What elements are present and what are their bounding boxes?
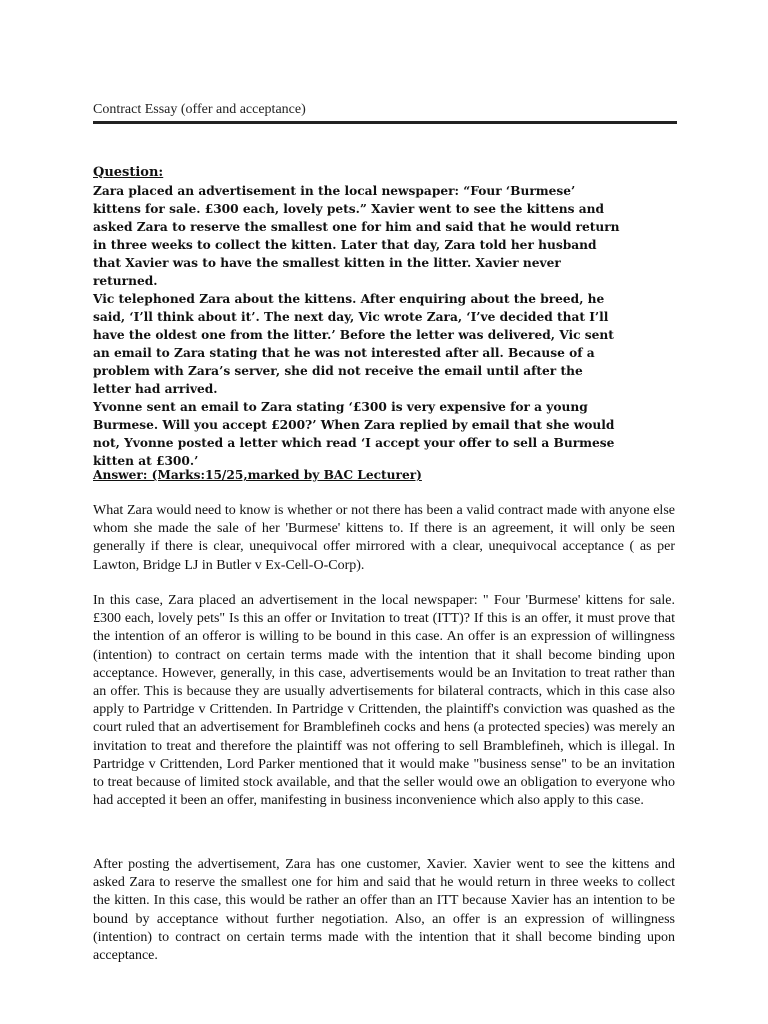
question-section <box>93 164 623 470</box>
answer-heading: Answer: (Marks:15/25,marked by BAC Lecturer) <box>93 468 422 482</box>
answer-paragraph-advertisement: In this case, Zara placed an advertisement in the local newspaper: " Four 'Burmese' kittens for sale. £300 each, lovely pets" Is this an offer or Invitation to treat (ITT)? If this is an offer, it must prove that the intention of an offeror is willing to be bound in this case. An offer is an expression of willingness (intention) to contract on certain terms made with the intention that it shall become binding upon acceptance. However, generally, in this case, advertisements would be an Invitation to treat rather than an offer. This is because they are usually advertisements for bilateral contracts, which in this case also apply to Partridge v Crittenden. In Partridge v Crittenden, the plaintiff's conviction was quashed as the court ruled that an advertisement for Bramblefineh cocks and hens (a protected species) was merely an invitation to treat and therefore the plaintiff was not offering to sell Bramblefineh, which is illegal. In Partridge v Crittenden, Lord Parker mentioned that it would make "business sense" to be an invitation to treat because of limited stock available, and that the seller would owe an obligation to everyone who had accepted it been an offer, manifesting in business inconvenience which also apply to this case. <box>93 593 675 809</box>
header-divider <box>93 121 677 124</box>
answer-paragraph-xavier: After posting the advertisement, Zara has one customer, Xavier. Xavier went to see the kittens and asked Zara to reserve the smallest one for him and said that he would return in three weeks to collect the kitten. In this case, this would be rather an offer than an ITT because Xavier has an intention to be bound by acceptance without further negotiation. Also, an offer is an expression of willingness (intention) to contract on certain terms made with the intention that it shall become binding upon acceptance. <box>93 857 675 964</box>
answer-paragraph-intro: What Zara would need to know is whether or not there has been a valid contract made with anyone else whom she made the sale of her 'Burmese' kittens to. If there is an agreement, it will only be seen generally if there is clear, unequivocal offer mirrored with a clear, unequivocal acceptance ( as per Lawton, Bridge LJ in Butler v Ex-Cell-O-Corp). <box>93 503 675 573</box>
question-heading: Question: <box>93 165 164 180</box>
document-title: Contract Essay (offer and acceptance) <box>93 102 306 117</box>
question-paragraph-zara-xavier: Zara placed an advertisement in the local newspaper: “Four ‘Burmese’ kittens for sale. £300 each, lovely pets.” Xavier went to see the kittens and asked Zara to reserve the smallest one for him and said that he would return in three weeks to collect the kitten. Later that day, Zara told her husband that Xavier was to have the smallest kitten in the litter. Xavier never returned. <box>93 184 620 288</box>
question-paragraph-vic: Vic telephoned Zara about the kittens. After enquiring about the breed, he said, ‘I’ll think about it’. The next day, Vic wrote Zara, ‘I’ve decided that I’ll have the oldest one from the litter.’ Before the letter was delivered, Vic sent an email to Zara stating that he was not interested after all. Because of a problem with Zara’s server, she did not receive the email until after the letter had arrived. <box>93 292 614 396</box>
question-paragraph-yvonne: Yvonne sent an email to Zara stating ‘£300 is very expensive for a young Burmese. Will you accept £200?’ When Zara replied by email that she would not, Yvonne posted a letter which read ‘I accept your offer to sell a Burmese kitten at £300.’ <box>93 400 615 468</box>
